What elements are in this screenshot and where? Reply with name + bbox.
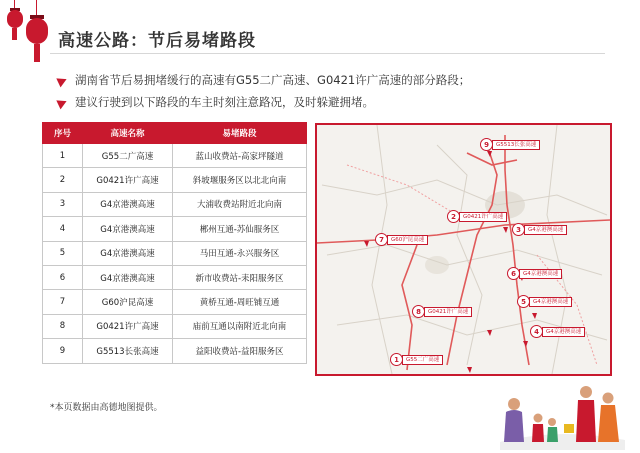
map-marker-9 xyxy=(480,138,540,151)
cell-section: 郴州互通-苏仙服务区 xyxy=(173,217,307,241)
marker-label: G0421许广高速 xyxy=(424,307,472,317)
marker-label: G4京港澳高速 xyxy=(542,327,585,337)
congestion-map xyxy=(315,123,612,376)
marker-label: G0421许广高速 xyxy=(459,212,507,222)
cell-highway: G60沪昆高速 xyxy=(83,290,173,314)
marker-label: G4京港澳高速 xyxy=(524,225,567,235)
cell-section: 黄桥互通-周旺铺互通 xyxy=(173,290,307,314)
marker-number: 1 xyxy=(390,353,403,366)
marker-number: 6 xyxy=(507,267,520,280)
marker-number: 8 xyxy=(412,305,425,318)
cell-index: 4 xyxy=(43,217,83,241)
cell-highway: G0421许广高速 xyxy=(83,168,173,192)
marker-label: G4京港澳高速 xyxy=(529,297,572,307)
cell-index: 9 xyxy=(43,339,83,363)
table-row xyxy=(43,168,307,192)
lantern-small-decoration xyxy=(6,0,24,46)
bullet-text-2: 建议行驶到以下路段的车主时刻注意路况，及时躲避拥堵。 xyxy=(75,95,374,109)
cell-index: 5 xyxy=(43,241,83,265)
cell-highway: G0421许广高速 xyxy=(83,314,173,338)
marker-label: G60沪昆高速 xyxy=(387,235,428,245)
cell-section: 庙前互通以南附近北向南 xyxy=(173,314,307,338)
table-header-row xyxy=(43,123,307,144)
cell-highway: G4京港澳高速 xyxy=(83,265,173,289)
cell-section: 新市收费站-耒阳服务区 xyxy=(173,265,307,289)
cell-highway: G4京港澳高速 xyxy=(83,217,173,241)
map-marker-1 xyxy=(390,353,443,366)
marker-number: 7 xyxy=(375,233,388,246)
column-header-section: 易堵路段 xyxy=(173,123,307,144)
bullet-line-1 xyxy=(58,72,470,88)
marker-label: G5513长张高速 xyxy=(492,140,540,150)
data-source-note: *本页数据由高德地图提供。 xyxy=(50,403,163,413)
cell-highway: G4京港澳高速 xyxy=(83,192,173,216)
bullet-line-2 xyxy=(58,94,374,110)
congestion-table xyxy=(42,122,307,364)
cell-highway: G5513长张高速 xyxy=(83,339,173,363)
paper-plane-icon xyxy=(56,96,68,109)
bullet-text-1: 湖南省节后易拥堵缓行的高速有G55二广高速、G0421许广高速的部分路段； xyxy=(75,73,471,87)
family-illustration xyxy=(500,372,625,450)
cell-index: 7 xyxy=(43,290,83,314)
cell-index: 2 xyxy=(43,168,83,192)
map-marker-3 xyxy=(512,223,567,236)
table-row xyxy=(43,314,307,338)
column-header-index: 序号 xyxy=(43,123,83,144)
cell-index: 8 xyxy=(43,314,83,338)
map-marker-5 xyxy=(517,295,572,308)
marker-label: G55二广高速 xyxy=(402,355,443,365)
marker-number: 3 xyxy=(512,223,525,236)
cell-highway: G55二广高速 xyxy=(83,144,173,168)
cell-section: 斜坡堰服务区以北北向南 xyxy=(173,168,307,192)
lantern-decoration xyxy=(24,0,50,70)
map-marker-2 xyxy=(447,210,507,223)
marker-number: 9 xyxy=(480,138,493,151)
table-row xyxy=(43,339,307,363)
map-marker-7 xyxy=(375,233,428,246)
cell-section: 益阳收费站-益阳服务区 xyxy=(173,339,307,363)
marker-number: 4 xyxy=(530,325,543,338)
column-header-highway: 高速名称 xyxy=(83,123,173,144)
paper-plane-icon xyxy=(56,74,68,87)
cell-section: 马田互通-永兴服务区 xyxy=(173,241,307,265)
marker-number: 2 xyxy=(447,210,460,223)
table-row xyxy=(43,265,307,289)
cell-section: 大浦收费站附近北向南 xyxy=(173,192,307,216)
page-title: 高速公路：节后易堵路段 xyxy=(58,31,256,51)
cell-index: 6 xyxy=(43,265,83,289)
map-marker-4 xyxy=(530,325,585,338)
cell-index: 1 xyxy=(43,144,83,168)
table-row xyxy=(43,217,307,241)
cell-index: 3 xyxy=(43,192,83,216)
title-divider xyxy=(50,53,605,54)
table-row xyxy=(43,241,307,265)
table-row xyxy=(43,290,307,314)
table-row xyxy=(43,192,307,216)
cell-highway: G4京港澳高速 xyxy=(83,241,173,265)
map-marker-6 xyxy=(507,267,562,280)
table-row xyxy=(43,144,307,168)
cell-section: 蓝山收费站-高家坪隧道 xyxy=(173,144,307,168)
marker-label: G4京港澳高速 xyxy=(519,269,562,279)
map-marker-8 xyxy=(412,305,472,318)
marker-number: 5 xyxy=(517,295,530,308)
